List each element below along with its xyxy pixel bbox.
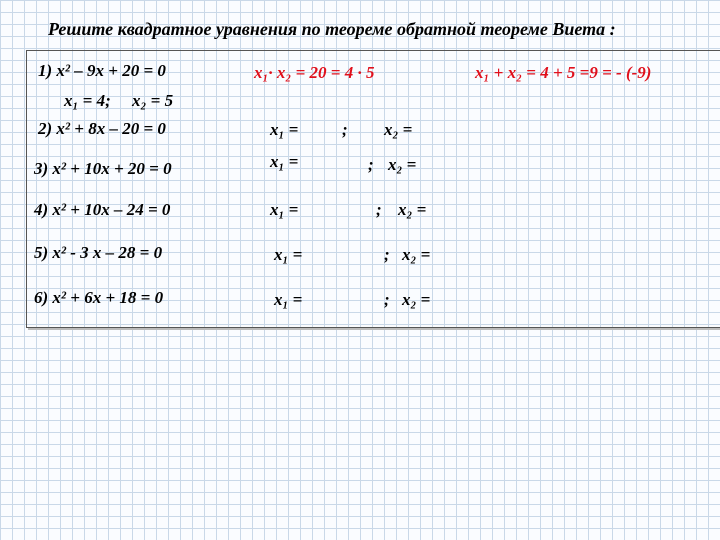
answer-2-x1: x₁ = (270, 120, 299, 139)
page-title: Решите квадратное уравнения по теореме обратной теореме Виета : (48, 19, 616, 39)
equation-4-number: 4) (34, 200, 49, 219)
answer-2-separator: ; (342, 120, 348, 139)
equation-6 (34, 289, 163, 306)
answer-4-x1: x₁ = (270, 200, 299, 219)
answer-5-x1: x₁ = (274, 245, 303, 264)
answer-3-x2: x₂ = (388, 155, 417, 174)
answer-2-x2: x₂ = (384, 120, 413, 139)
answer-6-x1: x₁ = (274, 290, 303, 309)
answer-5-separator: ; (384, 245, 390, 264)
equation-1-number: 1) (38, 61, 53, 80)
equation-1 (38, 62, 166, 79)
solution-1-x1: x₁ = 4; (64, 91, 111, 110)
answer-4-separator: ; (376, 200, 382, 219)
equation-3-text: x² + 10x + 20 = 0 (52, 159, 172, 178)
equation-6-number: 6) (34, 288, 49, 307)
equation-3-number: 3) (34, 159, 49, 178)
vieta-sum: x₁ + x₂ = 4 + 5 =9 = - (-9) (475, 63, 652, 82)
answer-6-x2: x₂ = (402, 290, 431, 309)
solution-1-x2: x₂ = 5 (132, 91, 174, 110)
equation-5-number: 5) (34, 243, 49, 262)
equation-2 (38, 120, 166, 137)
equation-6-text: x² + 6x + 18 = 0 (52, 288, 164, 307)
equation-1-text: x² – 9x + 20 = 0 (56, 61, 166, 80)
answer-6-separator: ; (384, 290, 390, 309)
equation-4 (34, 201, 170, 218)
answer-3-separator: ; (368, 155, 374, 174)
answer-4-x2: x₂ = (398, 200, 427, 219)
equation-2-text: x² + 8x – 20 = 0 (56, 119, 166, 138)
equation-4-text: x² + 10x – 24 = 0 (52, 200, 171, 219)
equation-3 (34, 160, 172, 177)
vieta-product: x₁· x₂ = 20 = 4 · 5 (254, 63, 375, 82)
answer-3-x1: x₁ = (270, 152, 299, 171)
task-frame (26, 50, 720, 328)
equation-2-number: 2) (38, 119, 53, 138)
equation-5-text: x² - 3 x – 28 = 0 (52, 243, 163, 262)
equation-5 (34, 244, 162, 261)
answer-5-x2: x₂ = (402, 245, 431, 264)
